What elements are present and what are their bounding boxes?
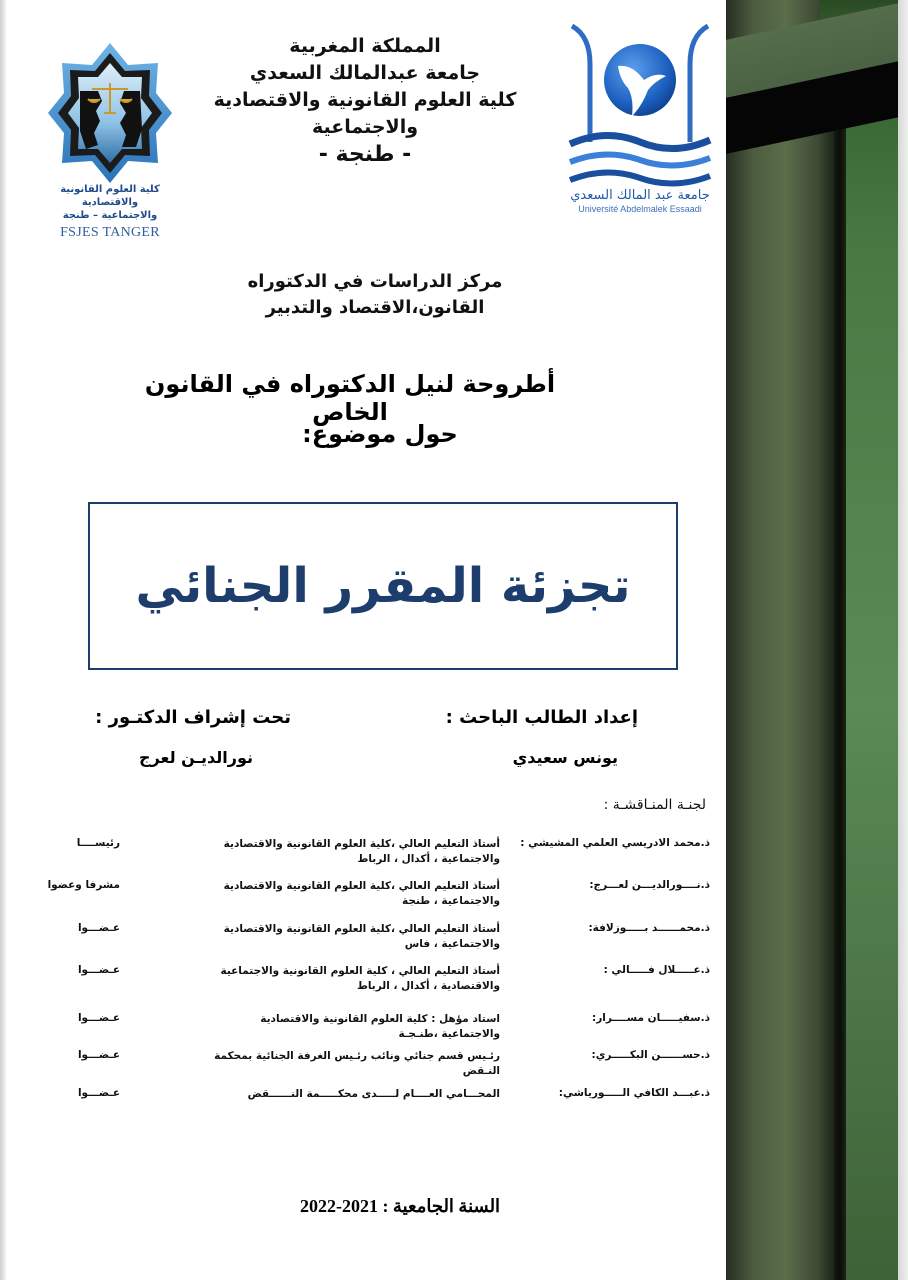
member-role: عـضـــوا — [77, 1049, 120, 1061]
page-edge-left — [0, 0, 6, 1280]
arch-right-shape — [690, 26, 708, 142]
thesis-label: أطروحة لنيل الدكتوراه في القانون الخاص — [144, 370, 556, 426]
fsjes-logo-arabic-line1: كلية العلوم القانونية والاقتصادية — [60, 184, 160, 208]
supervisor-label: تحت إشراف الدكتـور : — [95, 707, 291, 728]
member-affiliation: أستاذ التعليم العالي ، كلية العلوم القانونية والاجتماعية والاقتصادية ، أكدال ، الرباط — [220, 965, 500, 992]
committee-row — [40, 1012, 710, 1048]
committee-row — [40, 1049, 710, 1085]
doctoral-center — [230, 269, 520, 321]
member-role: عـضـــوا — [77, 964, 120, 976]
header-line-faculty: كلية العلوم القانونية والاقتصادية — [213, 89, 517, 111]
member-role: رئيســــا — [76, 837, 120, 849]
university-logo-french: Université Abdelmalek Essaadi — [578, 204, 702, 214]
university-logo — [566, 24, 714, 194]
university-logo-caption — [560, 188, 720, 214]
member-role: عـضـــوا — [77, 1012, 120, 1024]
thesis-subject-label: حول موضوع: — [302, 420, 458, 448]
member-name: ذ.عـــــلال فـــــالي : — [603, 964, 710, 976]
panel-stripe-left — [726, 0, 834, 1280]
prepared-by-label: إعداد الطالب الباحث : — [445, 707, 638, 728]
panel-stripe-right — [846, 0, 898, 1280]
member-role: عـضـــوا — [77, 1087, 120, 1099]
committee-title: لجنـة المنـاقشـة : — [603, 797, 706, 813]
fsjes-logo-arabic-line2: والاجتماعية – طنجة — [62, 210, 158, 221]
member-name: ذ.حســــــن البكـــــري: — [591, 1049, 710, 1061]
member-affiliation: أستاذ التعليم العالي ،كلية العلوم القانونية والاقتصادية والاجتماعية ، فاس — [223, 923, 500, 950]
member-affiliation: رئـيس قسم جنائي ونائب رئـيس الغرفة الجنائية بمحكمة النـقض — [214, 1050, 500, 1077]
member-affiliation: أستاذ التعليم العالي ،كلية العلوم القانونية والاقتصادية والاجتماعية ، طنجة — [223, 880, 500, 907]
committee-row — [40, 922, 710, 958]
committee-row — [40, 879, 710, 915]
member-affiliation: أستاذ التعليم العالي ،كلية العلوم القانونية والاقتصادية والاجتماعية ، أكدال ، الرباط — [223, 838, 500, 865]
institution-header — [190, 33, 540, 168]
arch-left-shape — [572, 26, 590, 142]
decorative-green-panel — [726, 0, 898, 1280]
fsjes-logo-caption — [36, 183, 184, 241]
member-name: ذ.سفيـــــان مســــرار: — [592, 1012, 710, 1024]
member-name: ذ.نــــورالديـــن لعـــرج: — [589, 879, 710, 891]
doctoral-center-line1: مركز الدراسات في الدكتوراه — [247, 271, 503, 292]
member-affiliation: استاد مؤهل : كلية العلوم القانونية والاقتصادية والاجتماعية ،طنـجـة — [260, 1013, 500, 1040]
committee-row — [40, 1087, 710, 1123]
thesis-title-box — [88, 502, 678, 670]
panel-stripe-dark — [834, 0, 846, 1280]
member-role: مشرفا وعضوا — [47, 879, 120, 891]
university-logo-arabic: جامعة عبد المالك السعدي — [570, 188, 710, 203]
committee-row — [40, 964, 710, 1000]
member-name: ذ.محمــــــد بـــــوزلافة: — [588, 922, 710, 934]
thesis-title: تجزئة المقرر الجنائي — [135, 558, 631, 614]
header-line-faculty-cont: والاجتماعية — [311, 116, 419, 138]
header-line-city: - طنجة - — [318, 142, 412, 167]
page-edge-right — [898, 0, 908, 1280]
member-role: عـضـــوا — [77, 922, 120, 934]
supervisor-name: نورالديـن لعرج — [139, 748, 253, 767]
committee-row — [40, 837, 710, 873]
wave-3-shape — [570, 172, 710, 183]
wave-2-shape — [570, 154, 710, 165]
header-line-kingdom: المملكة المغربية — [289, 35, 441, 57]
fsjes-logo-french: FSJES TANGER — [60, 225, 160, 240]
member-name: ذ.محمد الادريسي العلمي المشيشي : — [520, 837, 710, 849]
member-name: ذ.عبـــد الكافي الـــــورياشي: — [558, 1087, 710, 1099]
academic-year: السنة الجامعية : 2021-2022 — [299, 1196, 501, 1216]
header-line-university: جامعة عبدالمالك السعدي — [249, 62, 481, 84]
student-name: يونس سعيدي — [512, 748, 618, 767]
member-affiliation: المحـــامي العــــام لـــــدى محكـــــمة النــــــقض — [247, 1088, 500, 1100]
doctoral-center-line2: القانون،الاقتصاد والتدبير — [265, 297, 485, 318]
